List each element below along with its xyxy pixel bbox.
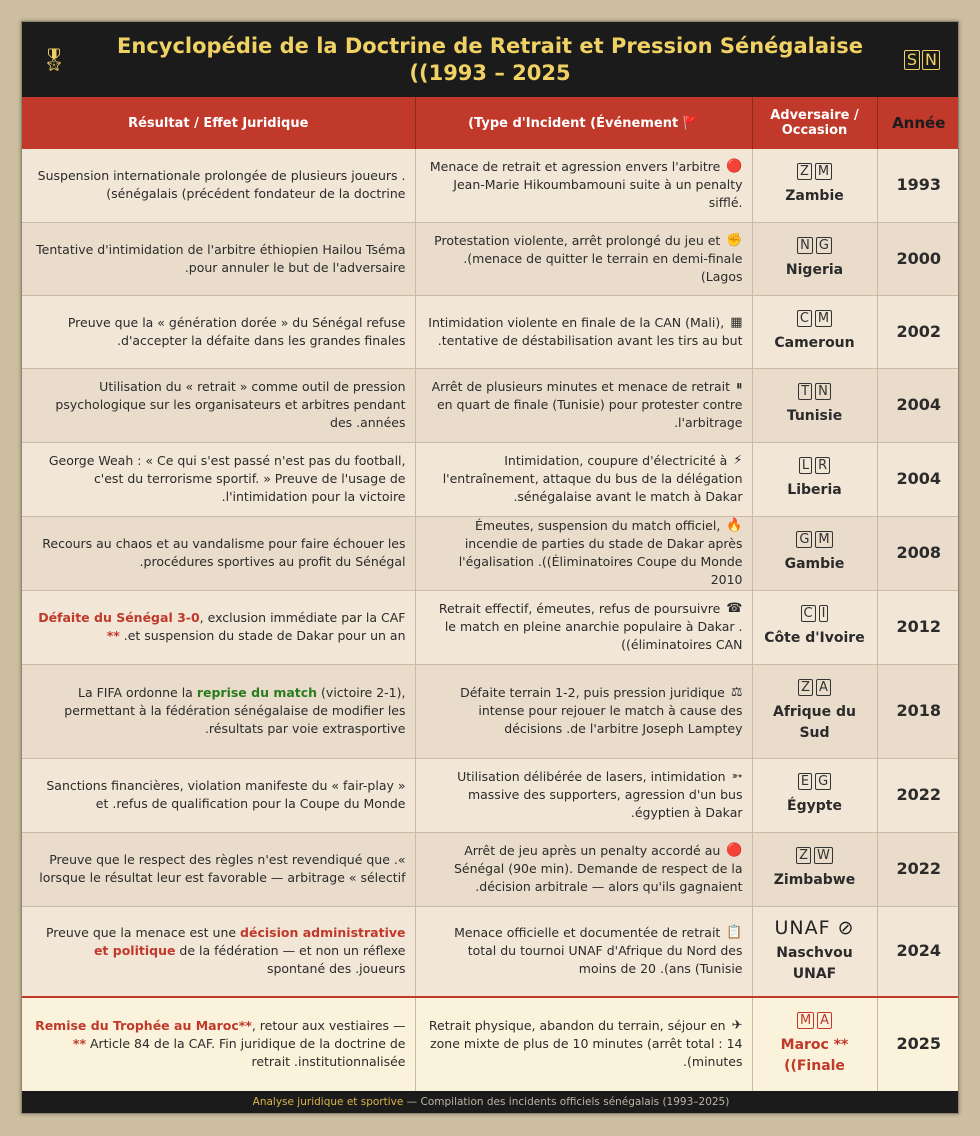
- incident-text: Émeutes, suspension du match officiel, incendie de parties du stade de Dakar après l'égalisation .((Éliminatoires Coupe du Monde 2010: [458, 518, 743, 587]
- medal-icon: 🎖: [40, 48, 68, 73]
- incident-icon: ☎: [726, 601, 743, 616]
- result-text: Tentative d'intimidation de l'arbitre éthiopien Hailou Tséma .pour annuler le but de l'adversaire: [36, 241, 406, 275]
- result-cell: [22, 832, 415, 906]
- incident-icon: 🔴: [726, 159, 743, 175]
- adversary-name: Côte d'Ivoire: [764, 630, 865, 646]
- incident-cell: [415, 516, 752, 590]
- country-flag-icon: [757, 847, 873, 864]
- result-text: George Weah : « Ce qui s'est passé n'est pas du football, c'est du terrorisme sportif. » Preuve de l'usage de .l'intimidation pour la victoire: [48, 453, 406, 504]
- highlight-text: Défaite du Sénégal 3-0: [38, 610, 200, 625]
- adversary-name: Naschvou UNAF: [776, 945, 853, 983]
- adversary-cell: [752, 368, 877, 442]
- incident-text: Arrêt de plusieurs minutes et menace de retrait en quart de finale (Tunisie) pour protester contre .l'arbitrage: [431, 379, 743, 430]
- flag-letter: Z: [796, 847, 811, 864]
- incident-icon: 🔥: [726, 518, 743, 533]
- result-cell: [22, 906, 415, 997]
- flag-letter: E: [798, 773, 812, 790]
- incident-text: Retrait effectif, émeutes, refus de poursuivre le match en pleine anarchie populaire à Dakar .((éliminatoires CAN: [438, 601, 743, 652]
- result-text: .et suspension du stade de Dakar pour un an: [119, 628, 406, 643]
- year-cell: 2002: [877, 295, 959, 368]
- table-row: [22, 368, 959, 442]
- column-header-year: Année: [877, 97, 959, 149]
- country-flag-icon: [757, 237, 873, 254]
- year-cell: 2025: [877, 997, 959, 1091]
- highlight-text: **: [72, 1036, 86, 1052]
- adversary-cell: [752, 442, 877, 516]
- result-text: La FIFA ordonne la: [78, 685, 197, 700]
- column-header-adversary: Adversaire / Occasion: [752, 97, 877, 149]
- adversary-cell: [752, 295, 877, 368]
- table-row: [22, 758, 959, 832]
- incident-text: Intimidation violente en finale de la CAN (Mali), .tentative de déstabilisation avant les tirs au but: [428, 314, 743, 348]
- table-row: [22, 149, 959, 222]
- flag-letter: A: [816, 679, 831, 696]
- country-flag-icon: [757, 457, 873, 474]
- adversary-cell: [752, 590, 877, 664]
- page-header: [22, 22, 958, 97]
- flag-letter: M: [797, 1012, 814, 1029]
- result-text: Utilisation du « retrait » comme outil de pression psychologique sur les organisateurs et arbitres pendant des .années: [55, 379, 406, 430]
- adversary-name: Égypte: [787, 798, 842, 814]
- table-row: [22, 997, 959, 1091]
- result-text: Preuve que le respect des règles n'est revendiqué que .« lorsque le résultat leur est favorable — arbitrage « sélectif: [39, 852, 406, 885]
- flag-letter: Z: [797, 163, 812, 180]
- incident-cell: [415, 906, 752, 997]
- table-row: [22, 590, 959, 664]
- table-row: [22, 906, 959, 997]
- country-flag-icon: [757, 773, 873, 790]
- table-row: [22, 832, 959, 906]
- adversary-name: Zimbabwe: [773, 872, 856, 888]
- incident-cell: [415, 295, 752, 368]
- result-text: (victoire 2-1), permettant à la fédération sénégalaise de modifier les .résultats par voie extrasportive: [64, 685, 406, 736]
- flag-letter: N: [815, 383, 831, 400]
- year-cell: 2004: [877, 368, 959, 442]
- adversary-name: Tunisie: [786, 408, 843, 424]
- year-cell: 2012: [877, 590, 959, 664]
- incident-text: Protestation violente, arrêt prolongé du jeu et .(menace de quitter le terrain en demi-finale (Lagos: [434, 232, 743, 284]
- result-text: Article 84 de la CAF. Fin juridique de la doctrine de retrait .institutionnalisée: [85, 1036, 406, 1070]
- table-row: [22, 664, 959, 758]
- highlight-text: décision administrative et politique: [93, 925, 406, 959]
- incident-icon: ➳: [731, 769, 743, 784]
- adversary-cell: [752, 758, 877, 832]
- incident-text: Menace officielle et documentée de retrait total du tournoi UNAF d'Afrique du Nord des moins de 20 .(ans (Tunisie: [454, 925, 743, 977]
- adversary-cell: [752, 664, 877, 758]
- flag-letter: R: [815, 457, 830, 474]
- flag-letter: W: [814, 847, 833, 864]
- flag-letter: Z: [798, 679, 813, 696]
- adversary-name: Zambie: [785, 188, 844, 205]
- flag-letter: M: [815, 531, 832, 548]
- column-header-result: Résultat / Effet Juridique: [22, 97, 415, 149]
- footer-text: — Compilation des incidents officiels sénégalais (1993–2025): [403, 1096, 730, 1108]
- result-cell: [22, 997, 415, 1091]
- incident-cell: [415, 222, 752, 295]
- incident-cell: [415, 758, 752, 832]
- result-cell: [22, 295, 415, 368]
- table-row: [22, 222, 959, 295]
- incident-icon: 📋: [726, 925, 743, 941]
- unaf-logo: UNAF ⊘: [774, 917, 855, 940]
- page-title: Encyclopédie de la Doctrine de Retrait et Pression Sénégalaise ((1993 – 2025: [117, 33, 863, 85]
- result-text: Preuve que la menace est une: [45, 925, 241, 941]
- flag-letter: A: [817, 1012, 832, 1029]
- flag-letter: C: [797, 310, 812, 327]
- result-text: Preuve que la « génération dorée » du Sénégal refuse .d'accepter la défaite dans les grandes finales: [67, 314, 406, 348]
- adversary-name: Cameroun: [774, 334, 855, 351]
- incident-icon: ⚡: [733, 453, 743, 468]
- incident-cell: [415, 664, 752, 758]
- table-row: [22, 295, 959, 368]
- country-flag-icon: [757, 383, 873, 400]
- flag-letter: G: [815, 773, 831, 790]
- incident-text: Défaite terrain 1-2, puis pression juridique intense pour rejouer le match à cause des décisions .de l'arbitre Joseph Lamptey: [460, 685, 743, 736]
- footer-accent: Analyse juridique et sportive: [252, 1096, 404, 1108]
- flag-letter: L: [799, 457, 812, 474]
- highlight-text: **: [106, 628, 120, 643]
- flag-letter: M: [815, 163, 832, 180]
- page-footer: [22, 1091, 959, 1113]
- flag-letter: G: [796, 531, 812, 548]
- result-cell: [22, 222, 415, 295]
- table-body: [22, 149, 959, 1091]
- incident-cell: [415, 368, 752, 442]
- incident-text: Arrêt de jeu après un penalty accordé au Sénégal (90e min). Demande de respect de la .décision arbitrale — alors qu'ils gagnaient: [453, 843, 743, 894]
- incident-cell: [415, 997, 752, 1091]
- adversary-name: Nigeria: [785, 261, 844, 278]
- country-flag-icon: [757, 163, 873, 180]
- result-cell: [22, 442, 415, 516]
- result-text: Sanctions financières, violation manifeste du « fair-play » et .refus de qualification pour la Coupe du Monde: [46, 778, 406, 811]
- flag-letter: C: [801, 605, 816, 622]
- incident-text: Intimidation, coupure d'électricité à l'entraînement, attaque du bus de la délégation .sénégalaise avant le match à Dakar: [442, 453, 743, 504]
- adversary-name: Maroc **((Finale: [780, 1036, 849, 1074]
- flag-letter: T: [798, 383, 812, 400]
- year-cell: 1993: [877, 149, 959, 222]
- year-cell: 2022: [877, 758, 959, 832]
- flag-letter: M: [815, 310, 832, 327]
- incidents-table: [22, 97, 959, 1092]
- year-cell: 2000: [877, 222, 959, 295]
- table-header-row: [22, 97, 959, 149]
- incident-text: Utilisation délibérée de lasers, intimidation massive des supporters, agression d'un bus .égyptien à Dakar: [457, 769, 743, 820]
- year-cell: 2022: [877, 832, 959, 906]
- flag-letter: N: [797, 237, 813, 254]
- adversary-cell: [752, 997, 877, 1091]
- result-cell: [22, 664, 415, 758]
- incident-icon: 🔴: [726, 843, 743, 858]
- table-row: [22, 516, 959, 590]
- result-text: Recours au chaos et au vandalisme pour faire échouer les .procédures sportives au profit du Sénégal: [42, 536, 406, 569]
- adversary-cell: [752, 516, 877, 590]
- year-cell: 2018: [877, 664, 959, 758]
- adversary-name: Afrique du Sud: [773, 703, 856, 741]
- result-text: , retour aux vestiaires —: [251, 1018, 406, 1034]
- result-cell: [22, 368, 415, 442]
- result-text: Suspension internationale prolongée de plusieurs joueurs .(sénégalais (précédent fondateur de la doctrine: [37, 168, 406, 202]
- adversary-cell: [752, 832, 877, 906]
- country-flag-icon: [757, 310, 873, 327]
- flag-letter: I: [819, 605, 829, 622]
- incident-icon: ✊: [726, 232, 743, 248]
- adversary-name: Liberia: [787, 482, 842, 498]
- encyclopedia-table-card: [21, 21, 959, 1114]
- country-flag-icon: [757, 679, 873, 696]
- year-cell: 2004: [877, 442, 959, 516]
- highlight-text: Remise du Trophée au Maroc**: [35, 1018, 252, 1034]
- incident-icon: ⚖: [730, 685, 743, 700]
- country-flag-icon: [757, 605, 873, 622]
- incident-icon: ▦: [730, 314, 743, 330]
- incident-cell: [415, 590, 752, 664]
- adversary-cell: [752, 906, 877, 997]
- result-cell: [22, 758, 415, 832]
- flag-letter: G: [816, 237, 832, 254]
- incident-icon: ✈: [731, 1018, 743, 1034]
- senegal-flag-icon: S N: [904, 50, 940, 70]
- highlight-text: reprise du match: [196, 685, 318, 700]
- result-text: , exclusion immédiate par la CAF: [199, 610, 406, 625]
- year-cell: 2008: [877, 516, 959, 590]
- result-cell: [22, 590, 415, 664]
- incident-cell: [415, 832, 752, 906]
- incident-icon: ⏸: [736, 379, 743, 394]
- column-header-incident: (Type d'Incident (Événement 🚩: [415, 97, 752, 149]
- country-flag-icon: [757, 531, 873, 548]
- result-cell: [22, 149, 415, 222]
- table-row: [22, 442, 959, 516]
- incident-cell: [415, 442, 752, 516]
- result-cell: [22, 516, 415, 590]
- incident-cell: [415, 149, 752, 222]
- adversary-cell: [752, 222, 877, 295]
- result-text: de la fédération — et non un réflexe spontané des .joueurs: [175, 943, 406, 977]
- country-flag-icon: [757, 1012, 873, 1029]
- incident-text: Retrait physique, abandon du terrain, séjour en zone mixte de plus de 10 minutes (arrêt total : 14 .(minutes: [428, 1018, 743, 1070]
- incident-text: Menace de retrait et agression envers l'arbitre Jean-Marie Hikoumbamouni suite à un penalty sifflé.: [429, 159, 743, 211]
- adversary-cell: [752, 149, 877, 222]
- adversary-name: Gambie: [784, 556, 845, 572]
- year-cell: 2024: [877, 906, 959, 997]
